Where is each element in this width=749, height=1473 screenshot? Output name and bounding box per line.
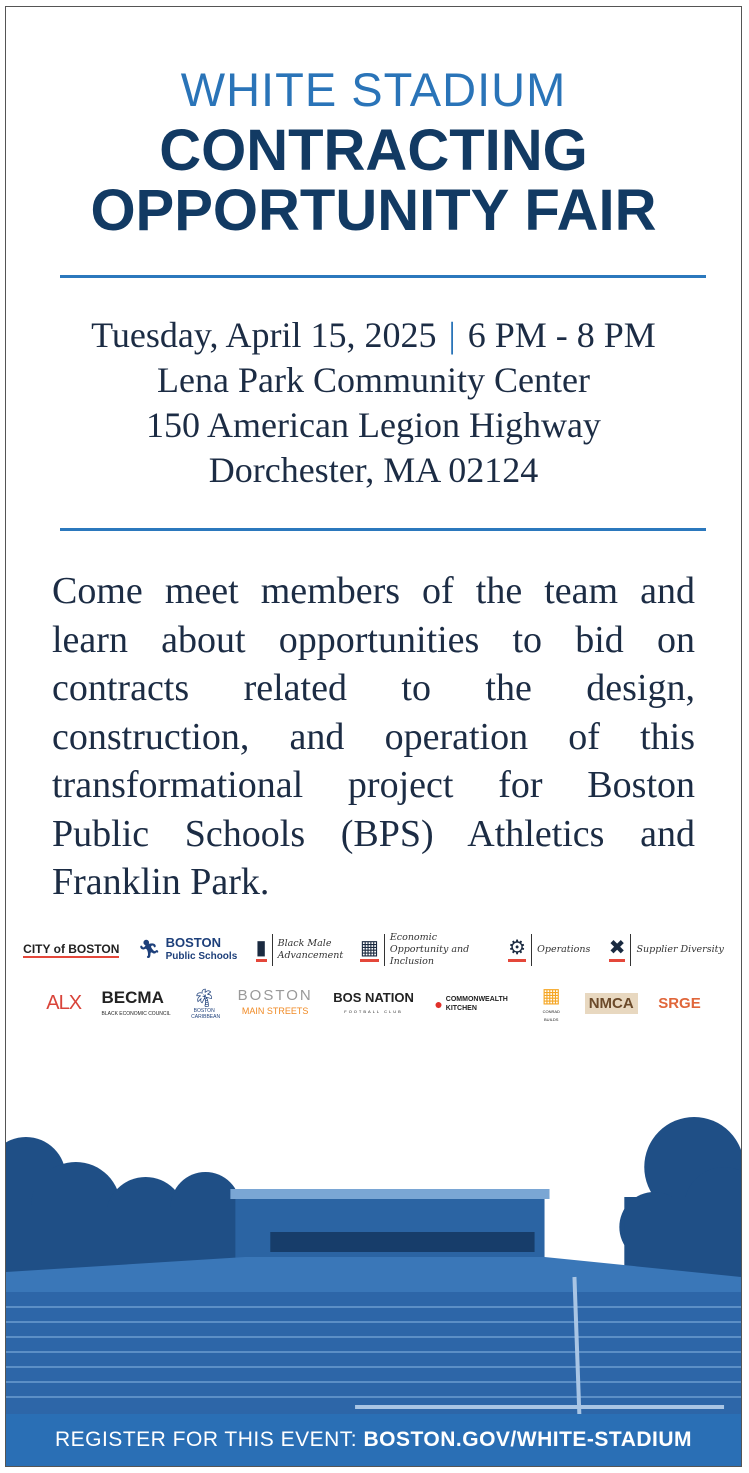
circle-icon: ● xyxy=(434,995,443,1012)
commonwealth-kitchen-logo xyxy=(434,995,517,1013)
logo-text: Economic Opportunity and Inclusion xyxy=(389,931,470,967)
logo-text: BLACK ECONOMIC COUNCIL xyxy=(101,1010,171,1017)
boston-caribbean-logo xyxy=(191,987,221,1020)
srge-logo: SRGE xyxy=(658,995,701,1012)
body-flow xyxy=(6,567,741,1027)
palm-icon: 🌴︎ xyxy=(192,987,216,1008)
city-of-boston-logo xyxy=(23,942,119,958)
flyer xyxy=(5,6,742,1467)
bos-nation-logo xyxy=(333,990,414,1017)
title-line-2: CONTRACTING xyxy=(159,118,588,183)
boston-main-streets-logo xyxy=(238,989,313,1018)
logo-text: MAIN STREETS xyxy=(241,1006,309,1016)
event-venue: Lena Park Community Center xyxy=(157,360,590,400)
building-icon: ▦ xyxy=(360,937,379,962)
logo-text: BOSTON CARIBBEAN xyxy=(191,1007,221,1020)
logo-text: BOS NATION xyxy=(333,990,414,1005)
event-city: Dorchester, MA 02124 xyxy=(208,450,539,490)
bps-logo xyxy=(137,934,238,963)
logo-text: Public Schools xyxy=(165,950,238,962)
tools-icon: ✖ xyxy=(609,937,626,962)
divider-top xyxy=(60,275,706,278)
runner-icon: 🏃︎ xyxy=(137,939,161,959)
event-description: Come meet members of the team and learn about opportunities to bid on contracts related to the design, construction, and operation of this transformational project for Boston Public Schools (BPS) Athletics and Franklin Park. xyxy=(52,570,695,903)
partner-logos-row-1 xyxy=(6,929,741,971)
register-label: REGISTER FOR THIS EVENT: xyxy=(54,1428,358,1451)
logo-text: Black Male Advancement xyxy=(277,937,344,961)
logo-text: BECMA xyxy=(101,987,164,1007)
statue-icon: ▮ xyxy=(256,937,267,962)
becma-logo xyxy=(102,989,171,1019)
stadium-photo xyxy=(6,1107,741,1417)
logo-text: BOSTON xyxy=(237,987,313,1004)
supplier-diversity-logo xyxy=(609,934,724,966)
logo-text: BOSTON xyxy=(165,934,221,950)
event-details xyxy=(6,313,741,493)
logo-text: FOOTBALL CLUB xyxy=(344,1009,403,1014)
event-time: 6 PM - 8 PM xyxy=(467,315,656,355)
operations-logo xyxy=(508,934,590,966)
logo-text: COMMONWEALTH KITCHEN xyxy=(445,995,508,1012)
logo-text: Supplier Diversity xyxy=(636,943,724,955)
building-icon: ▦ xyxy=(541,984,561,1007)
event-street: 150 American Legion Highway xyxy=(146,405,601,445)
title-line-3: OPPORTUNITY FAIR xyxy=(90,178,657,243)
nmca-logo: NMCA xyxy=(585,993,638,1014)
divider-bottom xyxy=(60,528,706,531)
logo-text: CITY of BOSTON xyxy=(23,941,120,956)
register-banner xyxy=(6,1414,741,1466)
black-male-advancement-logo xyxy=(256,934,342,966)
partner-logos-row-2 xyxy=(6,981,741,1027)
logo-text: CONRAD BUILDS xyxy=(542,1008,560,1022)
alx-logo: ALX xyxy=(46,992,82,1014)
register-link[interactable]: BOSTON.GOV/WHITE-STADIUM xyxy=(363,1428,693,1451)
conrad-builds-logo xyxy=(538,985,564,1023)
title-line-1: WHITE STADIUM xyxy=(180,63,567,116)
economic-opportunity-logo xyxy=(360,932,490,968)
title-main xyxy=(6,118,741,243)
gears-icon: ⚙ xyxy=(508,937,526,962)
separator: | xyxy=(448,315,456,355)
logo-text: Operations xyxy=(537,943,591,955)
event-date: Tuesday, April 15, 2025 xyxy=(91,315,437,355)
